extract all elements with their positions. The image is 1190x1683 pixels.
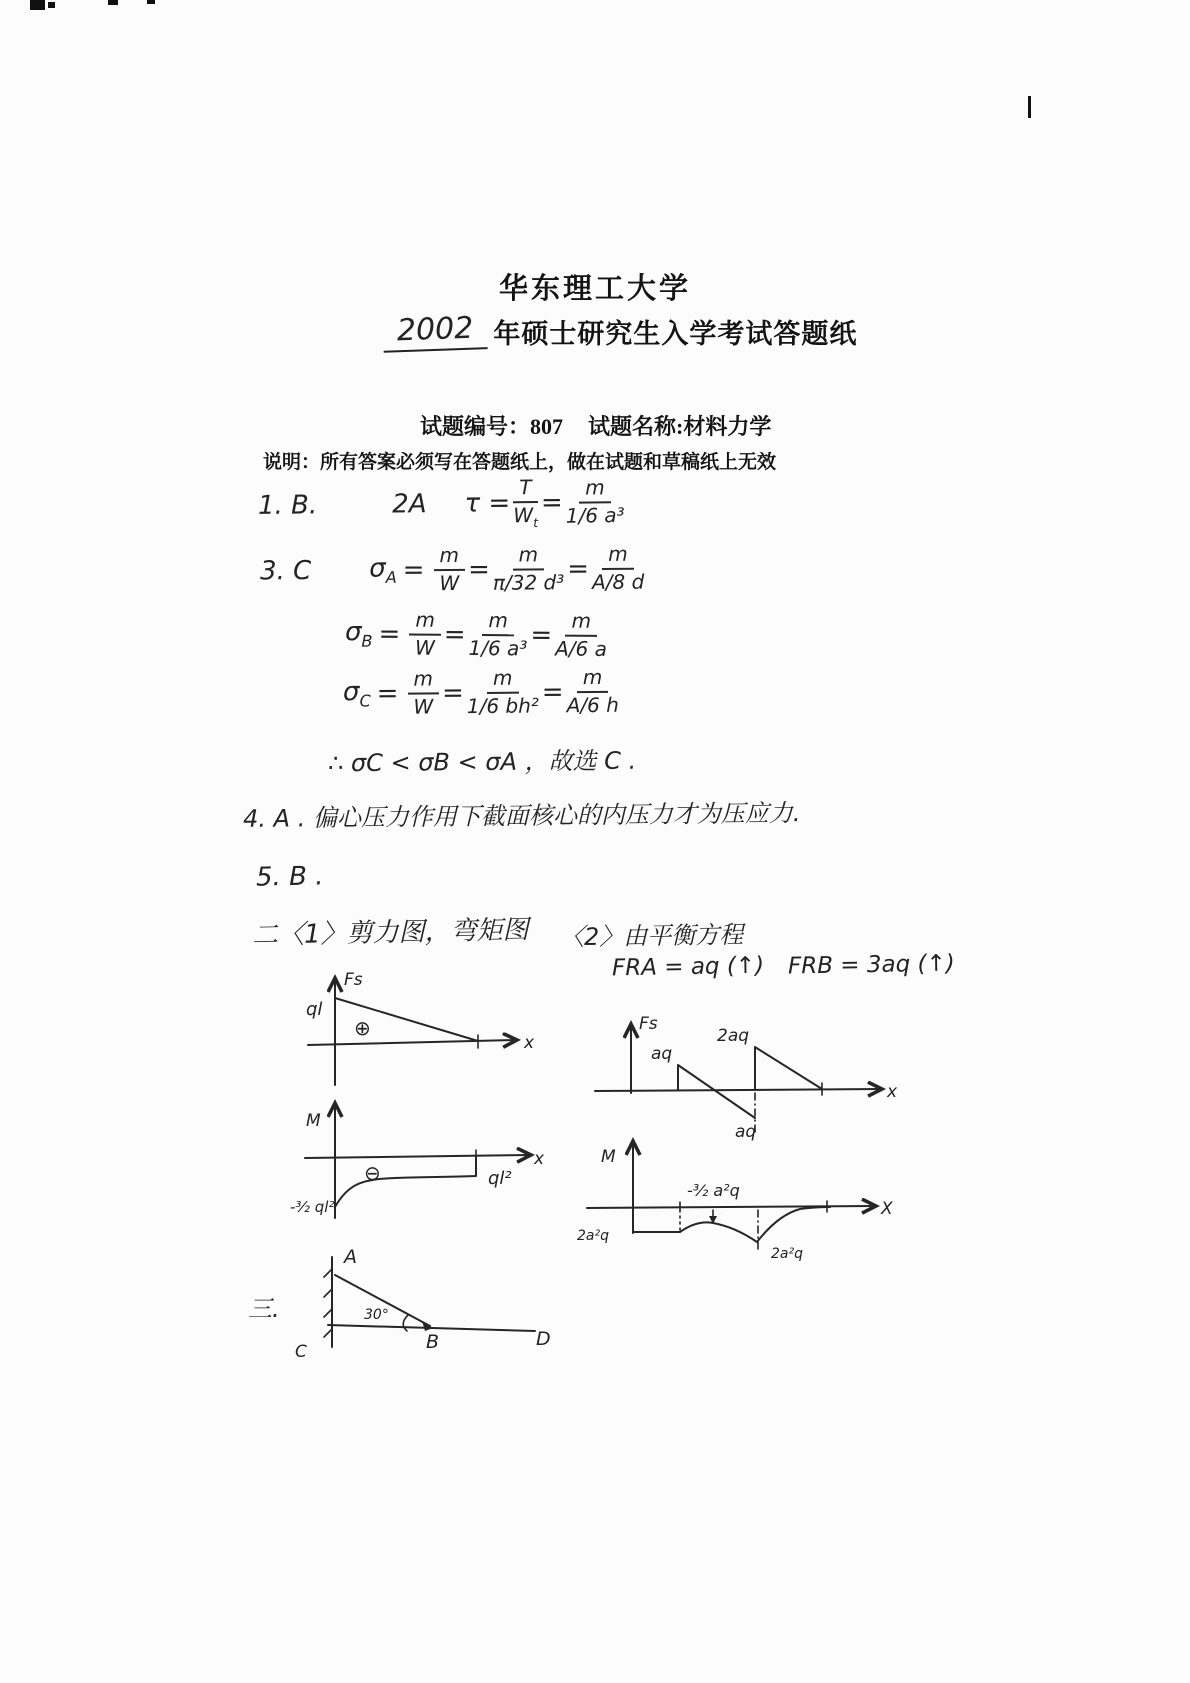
y-axis-label: Fs: [639, 1014, 658, 1034]
fraction: $\frac{m}{\text{1/6 a³}}$: [565, 475, 625, 528]
fraction: $\frac{m}{\text{π/32 d³}}$: [492, 542, 565, 595]
point-a-label: A: [344, 1246, 357, 1268]
section3-label: 三.: [248, 1295, 280, 1323]
fraction: $\frac{m}{W}$: [409, 610, 441, 659]
equals-sign: =: [567, 553, 590, 584]
sigma-c: $\sigma_C$: [342, 676, 371, 711]
q3-conclusion: ∴ σC < σB < σA ，故选 C .: [327, 746, 637, 778]
answer-q3-row-a: [259, 541, 647, 596]
section2-part2-heading: 〈2〉由平衡方程: [559, 920, 744, 952]
y-axis-label: Fs: [344, 970, 363, 990]
fraction: $\frac{m}{W}$: [407, 668, 439, 717]
peak-value-label: 2aq: [717, 1026, 750, 1046]
q2-formula-lead: τ =: [464, 488, 511, 519]
equals-sign: =: [402, 554, 425, 585]
q1-answer-label: 1. B.: [257, 490, 318, 521]
moment-diagram-right: [575, 1130, 915, 1270]
fraction: $\frac{m}{\text{1/6 bh²}}$: [466, 665, 539, 718]
moment-diagram-left: [290, 1090, 550, 1230]
y-axis-label: M: [601, 1147, 616, 1167]
reaction-fra: FRA = aq (↑): [611, 952, 765, 982]
min-value-label: -³⁄₂ ql²: [290, 1198, 335, 1216]
answer-q1: [258, 476, 628, 532]
x-axis-label: x: [524, 1033, 535, 1053]
x-axis: [305, 1155, 530, 1158]
scan-artifact: [48, 2, 55, 8]
equals-sign: =: [376, 678, 399, 709]
exam-number: 试题编号：807: [420, 414, 564, 439]
peak-value-label: ql: [306, 999, 323, 1020]
equals-sign: =: [530, 619, 553, 651]
answer-q3-row-b: [345, 609, 610, 660]
exam-title-line: [383, 312, 857, 351]
answer-q5: 5. B .: [255, 861, 324, 893]
x-axis: [595, 1089, 881, 1091]
answer-q3-row-c: [342, 664, 622, 719]
shear-diagram-left: [300, 965, 540, 1095]
angle-label: 30°: [364, 1307, 389, 1323]
sigma-a: $\sigma_A$: [369, 553, 397, 587]
shear-segment-1: [678, 1065, 755, 1118]
point-b-label: B: [426, 1331, 440, 1353]
minus-sign: ⊖: [364, 1161, 381, 1185]
x-axis-label: x: [887, 1082, 898, 1102]
scan-artifact: [147, 0, 155, 4]
fraction: $\frac{m}{W}$: [433, 545, 465, 594]
arrowhead: [422, 1321, 433, 1331]
equals-sign: =: [378, 618, 401, 650]
jump-value-label: aq: [651, 1044, 673, 1064]
q3-answer-label: 3. C: [259, 555, 312, 586]
right-value-label: 2a²q: [771, 1246, 803, 1262]
fraction: $\frac{m}{A/6 h}$: [566, 664, 619, 717]
mid-value-label: -³⁄₂ a²q: [687, 1181, 740, 1200]
equals-sign: =: [541, 676, 564, 708]
x-axis: [308, 1040, 516, 1045]
section2-heading: 二〈1〉剪力图，弯矩图: [251, 915, 529, 951]
frame-sketch: [240, 1245, 570, 1365]
fraction: $\frac{m}{\text{1/6 a³}}$: [468, 608, 528, 660]
end-value-label: ql²: [488, 1168, 512, 1189]
fraction: $\frac{m}{A/8 d}$: [591, 541, 645, 594]
angle-arc: [403, 1315, 408, 1331]
fraction: $\frac{T}{W_t}$: [513, 475, 539, 530]
equals-sign: =: [441, 677, 464, 708]
university-title: 华东理工大学: [498, 273, 691, 305]
x-axis-label: x: [534, 1149, 545, 1169]
valley-value-label: aq: [735, 1122, 757, 1142]
handwritten-year: 2002: [382, 310, 488, 353]
exam-name: 试题名称:材料力学: [588, 414, 772, 439]
x-axis-label: X: [881, 1199, 893, 1219]
scan-artifact: [108, 0, 118, 5]
plus-sign: ⊕: [354, 1016, 371, 1040]
q2-answer-label: 2A: [392, 489, 427, 520]
y-axis-label: M: [306, 1111, 321, 1131]
x-axis: [587, 1206, 875, 1208]
wall-hatching: [324, 1269, 332, 1337]
moment-curve: [633, 1207, 830, 1242]
moment-curve: [335, 1157, 476, 1207]
point-d-label: D: [536, 1328, 551, 1350]
equals-sign: =: [540, 487, 563, 518]
shear-segment-2: [755, 1047, 822, 1089]
equals-sign: =: [443, 619, 466, 650]
left-value-label: 2a²q: [577, 1228, 609, 1244]
sigma-b: $\sigma_B$: [344, 616, 373, 651]
instructions-note: 说明：所有答案必须写在答题纸上，做在试题和草稿纸上无效: [263, 452, 777, 473]
fraction: $\frac{m}{A/6 a}$: [555, 608, 608, 661]
reaction-frb: FRB = 3aq (↑): [787, 950, 955, 980]
point-c-label: C: [295, 1342, 307, 1362]
equals-sign: =: [467, 554, 490, 585]
shear-diagram-right: [585, 1015, 905, 1145]
scan-artifact: [30, 0, 45, 10]
scan-artifact: [1028, 96, 1031, 118]
answer-q4: 4. A . 偏心压力作用下截面核心的内压力才为压应力.: [242, 799, 801, 833]
exam-title-text: 年硕士研究生入学考试答题纸: [493, 319, 858, 349]
